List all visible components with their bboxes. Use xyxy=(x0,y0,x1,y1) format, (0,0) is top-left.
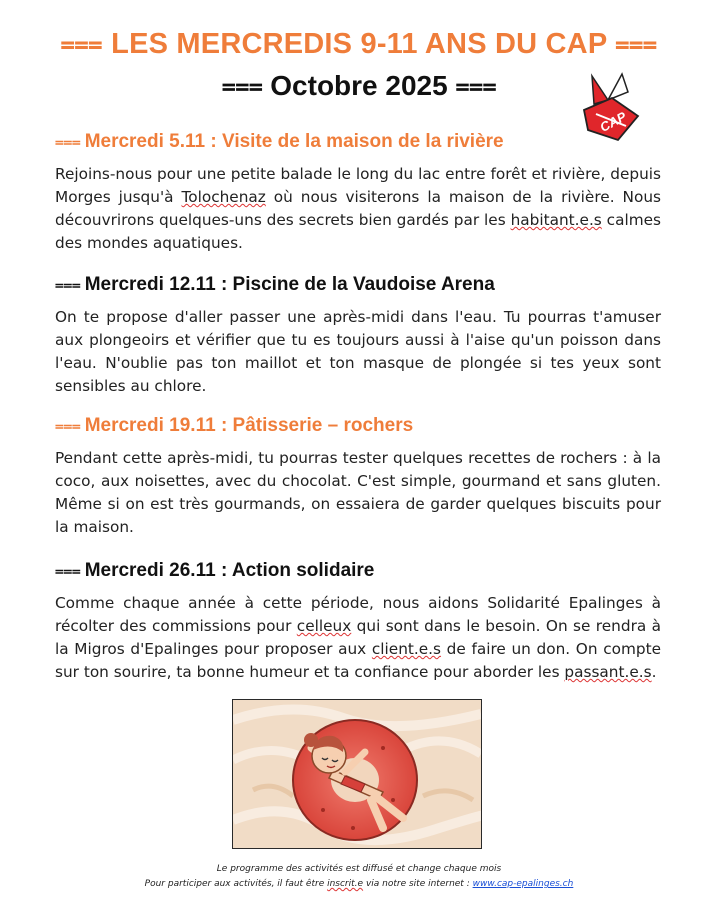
double-chevron-icon: ⩶ xyxy=(55,562,81,579)
activity-description xyxy=(55,163,661,255)
website-link[interactable]: www.cap-epalinges.ch xyxy=(472,879,574,889)
double-chevron-icon: ⩶ xyxy=(55,276,81,293)
double-chevron-icon: ⩶ xyxy=(55,133,81,150)
double-chevron-icon: ⩶ xyxy=(615,30,658,57)
double-chevron-icon: ⩶ xyxy=(455,72,497,99)
activity-heading-text: Mercredi 26.11 : Action solidaire xyxy=(84,560,375,581)
spellcheck-word: inscrit.e xyxy=(327,879,364,889)
activity-heading xyxy=(55,129,661,157)
footer-signup xyxy=(0,879,718,889)
activity-heading-text: Mercredi 19.11 : Pâtisserie – rochers xyxy=(84,415,414,436)
page-title xyxy=(0,28,718,61)
activity-heading xyxy=(55,272,661,300)
description-text: Rejoins-nous pour une petite balade le long du lac entre forêt et rivière, depuis Morges jusqu'à xyxy=(55,165,661,206)
activity-heading-text: Mercredi 12.11 : Piscine de la Vaudoise Arena xyxy=(84,274,495,295)
description-text: Comme chaque année à cette période, nous aidons Solidarité Epalinges à récolter des commissions pour xyxy=(55,594,661,635)
footer-signup-text: Pour participer aux activités, il faut être xyxy=(144,879,328,889)
description-text: . xyxy=(651,663,657,681)
description-text: On te propose d'aller passer une après-midi dans l'eau. Tu pourras t'amuser aux plongeoirs et vérifier que tu es toujours aussi à l'aise qu'un poisson dans l'eau. N'oublie pas ton maillot et ton masque de plongée si tes yeux sont sensibles au chlore. xyxy=(55,308,661,395)
page-subtitle-text: Octobre 2025 xyxy=(270,70,448,101)
description-text: calmes des mondes aquatiques. xyxy=(55,211,661,252)
activity-section-3 xyxy=(55,413,661,539)
spellcheck-word: passant.e.s xyxy=(564,663,652,681)
activity-description xyxy=(55,306,661,398)
description-text: de faire un don. On compte sur ton sourire, ta bonne humeur et ta confiance pour aborder les xyxy=(55,640,661,681)
activity-section-4 xyxy=(55,558,661,684)
double-chevron-icon: ⩶ xyxy=(55,417,81,434)
footer-signup-text: via notre site internet : xyxy=(363,879,473,889)
page-title-text: LES MERCREDIS 9-11 ANS DU CAP xyxy=(111,28,607,60)
activity-description xyxy=(55,592,661,684)
description-text: Pendant cette après-midi, tu pourras tester quelques recettes de rochers : à la coco, aux noisettes, avec du chocolat. C'est simple, gourmand et sans gluten. Même si on est très gourmands, on essaiera de garder quelques biscuits pour la maison. xyxy=(55,449,661,536)
activity-heading xyxy=(55,413,661,441)
double-chevron-icon: ⩶ xyxy=(60,30,103,57)
activity-description xyxy=(55,447,661,539)
cap-logo-text: CAP xyxy=(597,108,629,135)
spellcheck-word: client.e.s xyxy=(371,640,442,658)
activity-heading xyxy=(55,558,661,586)
activity-heading-text: Mercredi 5.11 : Visite de la maison de la rivière xyxy=(84,131,504,152)
description-text: où nous visiterons la maison de la rivière. Nous découvrirons quelques-uns des secrets bien gardés par les xyxy=(55,188,661,229)
spellcheck-word: habitant.e.s xyxy=(510,211,602,229)
girl-on-swim-ring-illustration xyxy=(232,699,482,849)
activity-section-1 xyxy=(55,129,661,255)
footer-note: Le programme des activités est diffusé et change chaque mois xyxy=(216,864,502,874)
activity-section-2 xyxy=(55,272,661,398)
double-chevron-icon: ⩶ xyxy=(221,72,263,99)
description-text: qui sont dans le besoin. On se rendra à la Migros d'Epalinges pour proposer aux xyxy=(55,617,661,658)
spellcheck-word: Tolochenaz xyxy=(181,188,266,206)
spellcheck-word: celleux xyxy=(296,617,352,635)
